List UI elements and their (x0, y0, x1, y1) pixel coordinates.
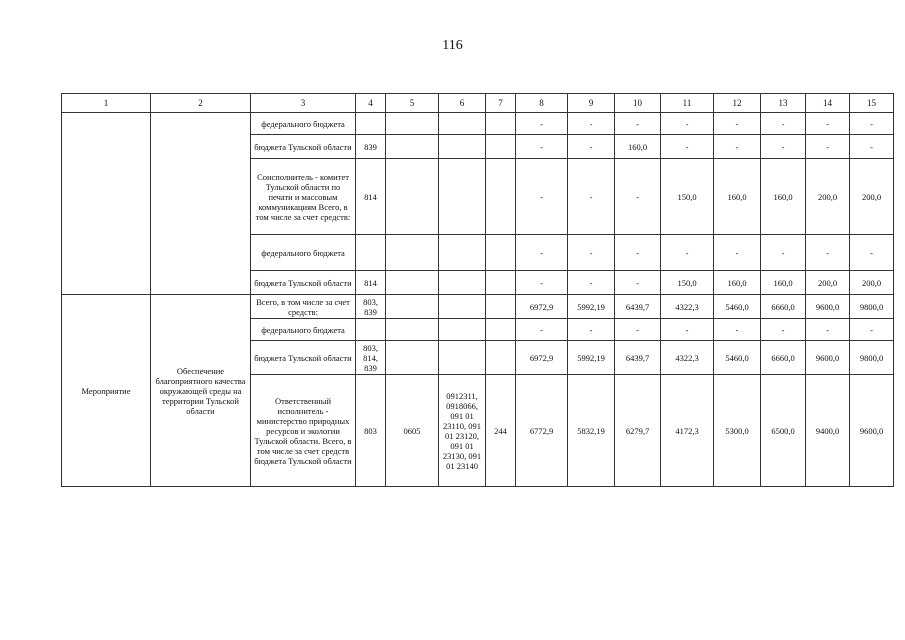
source-cell: бюджета Тульской области (251, 135, 356, 159)
source-cell: Соисполнитель - комитет Тульской области по печати и массовым коммуникациям Всего, в том числе за счет средств: (251, 159, 356, 235)
value-cell: 5992,19 (568, 295, 615, 319)
value-cell: - (516, 319, 568, 341)
value-cell: 150,0 (661, 271, 714, 295)
source-cell: бюджета Тульской области (251, 341, 356, 375)
value-cell: 5460,0 (714, 295, 761, 319)
col-header: 6 (439, 94, 486, 113)
value-cell: 5300,0 (714, 375, 761, 487)
value-cell: - (568, 135, 615, 159)
rzpr-cell (386, 113, 439, 135)
value-cell: - (516, 235, 568, 271)
value-cell: - (761, 235, 806, 271)
csr-cell (439, 135, 486, 159)
vr-cell (486, 341, 516, 375)
value-cell: 6972,9 (516, 295, 568, 319)
value-cell: 9600,0 (806, 295, 850, 319)
col-header: 2 (151, 94, 251, 113)
col-header: 8 (516, 94, 568, 113)
value-cell: 6772,9 (516, 375, 568, 487)
value-cell: 9800,0 (850, 341, 894, 375)
value-cell: - (850, 113, 894, 135)
csr-cell (439, 295, 486, 319)
col-header: 4 (356, 94, 386, 113)
vr-cell (486, 295, 516, 319)
table-row (62, 113, 894, 135)
value-cell: - (568, 319, 615, 341)
value-cell: 6660,0 (761, 295, 806, 319)
csr-cell (439, 235, 486, 271)
col-header: 13 (761, 94, 806, 113)
value-cell: 160,0 (761, 271, 806, 295)
grbs-cell: 814 (356, 271, 386, 295)
value-cell: - (516, 159, 568, 235)
csr-cell: 0912311, 0918066, 091 01 23110, 091 01 23120, 091 01 23130, 091 01 23140 (439, 375, 486, 487)
vr-cell (486, 235, 516, 271)
value-cell: - (806, 135, 850, 159)
value-cell: 4172,3 (661, 375, 714, 487)
value-cell: 200,0 (850, 271, 894, 295)
value-cell: 5460,0 (714, 341, 761, 375)
rzpr-cell (386, 235, 439, 271)
grbs-cell: 803, 814, 839 (356, 341, 386, 375)
value-cell: - (806, 113, 850, 135)
vr-cell: 244 (486, 375, 516, 487)
value-cell: - (661, 235, 714, 271)
col-header: 7 (486, 94, 516, 113)
value-cell: - (714, 235, 761, 271)
source-cell: бюджета Тульской области (251, 271, 356, 295)
col-header: 11 (661, 94, 714, 113)
col-header: 15 (850, 94, 894, 113)
csr-cell (439, 341, 486, 375)
value-cell: 5992,19 (568, 341, 615, 375)
value-cell: - (761, 113, 806, 135)
value-cell: - (850, 135, 894, 159)
value-cell: 200,0 (850, 159, 894, 235)
rzpr-cell (386, 135, 439, 159)
vr-cell (486, 159, 516, 235)
value-cell: 160,0 (714, 159, 761, 235)
value-cell: - (615, 271, 661, 295)
value-cell: 9400,0 (806, 375, 850, 487)
value-cell: 160,0 (714, 271, 761, 295)
value-cell: - (615, 235, 661, 271)
csr-cell (439, 113, 486, 135)
header-row (62, 94, 894, 113)
col-header: 14 (806, 94, 850, 113)
source-cell: федерального бюджета (251, 235, 356, 271)
value-cell: 160,0 (761, 159, 806, 235)
value-cell: 6972,9 (516, 341, 568, 375)
col-header: 10 (615, 94, 661, 113)
vr-cell (486, 271, 516, 295)
rzpr-cell (386, 295, 439, 319)
value-cell: - (806, 235, 850, 271)
value-cell: 9600,0 (806, 341, 850, 375)
rzpr-cell (386, 159, 439, 235)
value-cell: - (714, 319, 761, 341)
source-cell: Ответственный исполнитель - министерство природных ресурсов и экологии Тульской области. Всего, в том числе за счет средств бюджета Тульской области (251, 375, 356, 487)
csr-cell (439, 319, 486, 341)
col-header: 5 (386, 94, 439, 113)
value-cell: - (615, 159, 661, 235)
grbs-cell (356, 113, 386, 135)
value-cell: - (568, 113, 615, 135)
name-cell: Обеспечение благоприятного качества окружающей среды на территории Тульской области (151, 295, 251, 487)
value-cell: - (714, 135, 761, 159)
value-cell: - (661, 113, 714, 135)
grbs-cell: 814 (356, 159, 386, 235)
value-cell: - (850, 235, 894, 271)
vr-cell (486, 135, 516, 159)
grbs-cell: 839 (356, 135, 386, 159)
col-header: 1 (62, 94, 151, 113)
page-number: 116 (442, 38, 463, 53)
value-cell: - (761, 319, 806, 341)
value-cell: - (615, 319, 661, 341)
grbs-cell: 803 (356, 375, 386, 487)
value-cell: - (516, 135, 568, 159)
vr-cell (486, 113, 516, 135)
value-cell: 6279,7 (615, 375, 661, 487)
source-cell: Всего, в том числе за счет средств: (251, 295, 356, 319)
value-cell: 4322,3 (661, 341, 714, 375)
value-cell: - (661, 135, 714, 159)
value-cell: 6439,7 (615, 341, 661, 375)
csr-cell (439, 271, 486, 295)
value-cell: 6500,0 (761, 375, 806, 487)
name-cell (151, 113, 251, 295)
budget-table (61, 93, 894, 487)
grbs-cell: 803, 839 (356, 295, 386, 319)
value-cell: - (568, 159, 615, 235)
value-cell: - (516, 113, 568, 135)
table-row (62, 295, 894, 319)
value-cell: 5832,19 (568, 375, 615, 487)
source-cell: федерального бюджета (251, 319, 356, 341)
col-header: 12 (714, 94, 761, 113)
value-cell: - (516, 271, 568, 295)
value-cell: 9800,0 (850, 295, 894, 319)
value-cell: 6660,0 (761, 341, 806, 375)
col-header: 9 (568, 94, 615, 113)
value-cell: - (806, 319, 850, 341)
value-cell: - (568, 271, 615, 295)
status-cell: Мероприятие (62, 295, 151, 487)
value-cell: 6439,7 (615, 295, 661, 319)
source-cell: федерального бюджета (251, 113, 356, 135)
rzpr-cell: 0605 (386, 375, 439, 487)
value-cell: - (714, 113, 761, 135)
value-cell: - (568, 235, 615, 271)
value-cell: - (761, 135, 806, 159)
value-cell: 200,0 (806, 159, 850, 235)
value-cell: 160,0 (615, 135, 661, 159)
value-cell: - (850, 319, 894, 341)
col-header: 3 (251, 94, 356, 113)
value-cell: 200,0 (806, 271, 850, 295)
value-cell: - (661, 319, 714, 341)
rzpr-cell (386, 341, 439, 375)
value-cell: 150,0 (661, 159, 714, 235)
grbs-cell (356, 235, 386, 271)
value-cell: 9600,0 (850, 375, 894, 487)
rzpr-cell (386, 319, 439, 341)
grbs-cell (356, 319, 386, 341)
status-cell (62, 113, 151, 295)
csr-cell (439, 159, 486, 235)
rzpr-cell (386, 271, 439, 295)
value-cell: 4322,3 (661, 295, 714, 319)
vr-cell (486, 319, 516, 341)
value-cell: - (615, 113, 661, 135)
